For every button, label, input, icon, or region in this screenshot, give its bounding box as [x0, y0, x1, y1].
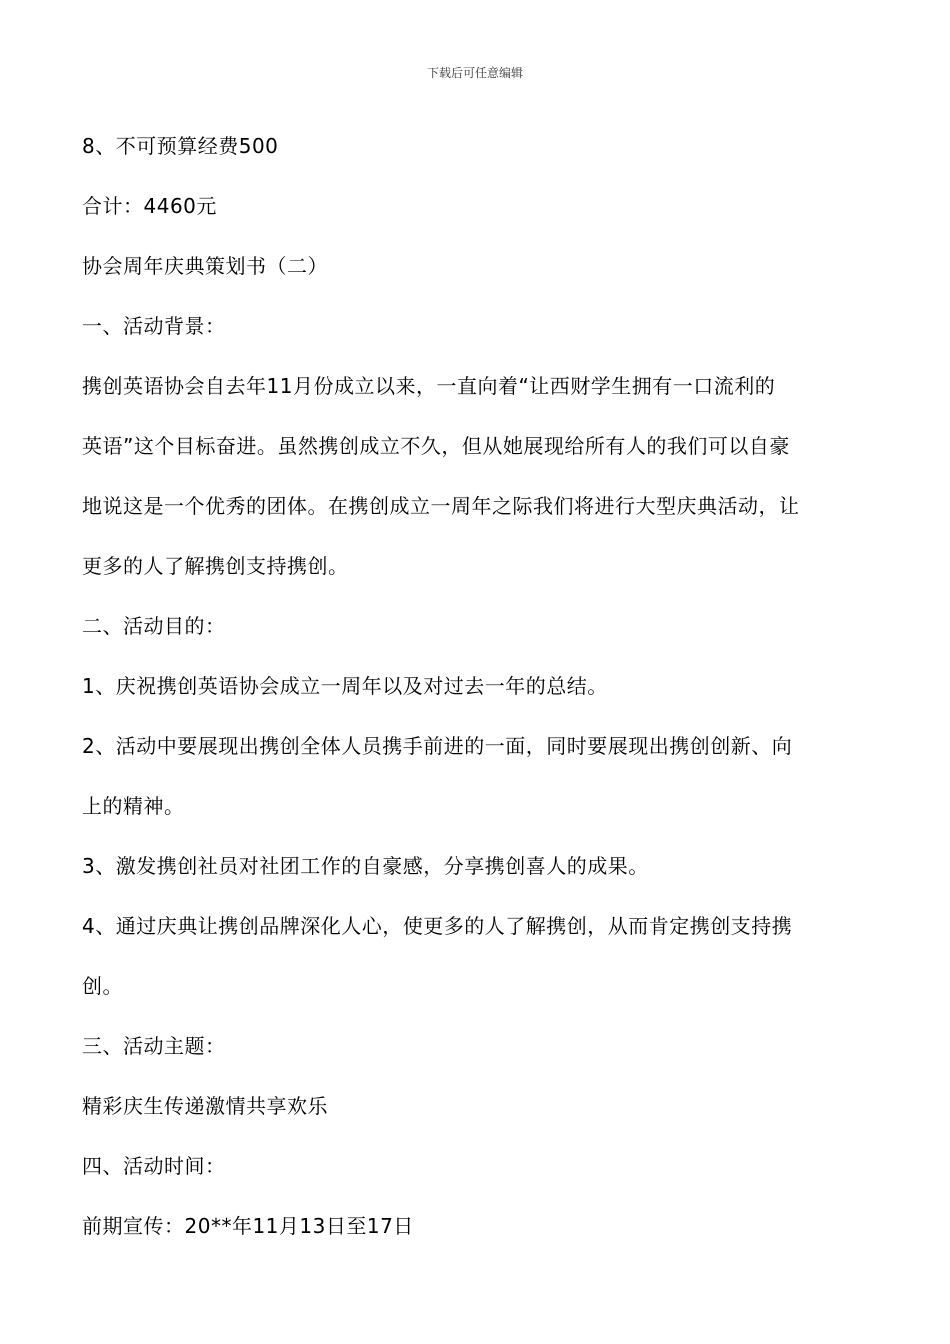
- purpose-item-3: 3、激发携创社员对社团工作的自豪感，分享携创喜人的成果。: [82, 854, 649, 878]
- time-promotion: 前期宣传：20**年11月13日至17日: [82, 1214, 414, 1238]
- background-line-2: 英语”这个目标奋进。虽然携创成立不久，但从她展现给所有人的我们可以自豪: [82, 434, 790, 458]
- section-heading-time: 四、活动时间：: [82, 1154, 226, 1178]
- section-heading-purpose: 二、活动目的：: [82, 614, 226, 638]
- section-heading-theme: 三、活动主题：: [82, 1034, 226, 1058]
- purpose-item-4-line-1: 4、通过庆典让携创品牌深化人心，使更多的人了解携创，从而肯定携创支持携: [82, 914, 793, 938]
- purpose-item-1: 1、庆祝携创英语协会成立一周年以及对过去一年的总结。: [82, 674, 608, 698]
- purpose-item-2-line-1: 2、活动中要展现出携创全体人员携手前进的一面，同时要展现出携创创新、向: [82, 734, 793, 758]
- budget-item-8: 8、不可预算经费500: [82, 134, 279, 158]
- budget-total: 合计：4460元: [82, 194, 217, 218]
- background-line-3: 地说这是一个优秀的团体。在携创成立一周年之际我们将进行大型庆典活动，让: [82, 494, 800, 518]
- document-title: 协会周年庆典策划书（二）: [82, 254, 328, 278]
- theme-text: 精彩庆生传递激情共享欢乐: [82, 1094, 328, 1118]
- background-line-1: 携创英语协会自去年11月份成立以来，一直向着“让西财学生拥有一口流利的: [82, 374, 776, 398]
- purpose-item-4-line-2: 创。: [82, 974, 123, 998]
- background-line-4: 更多的人了解携创支持携创。: [82, 554, 349, 578]
- purpose-item-2-line-2: 上的精神。: [82, 794, 185, 818]
- document-body: [82, 116, 872, 1256]
- section-heading-background: 一、活动背景：: [82, 314, 226, 338]
- page-header: 下载后可任意编辑: [426, 66, 523, 80]
